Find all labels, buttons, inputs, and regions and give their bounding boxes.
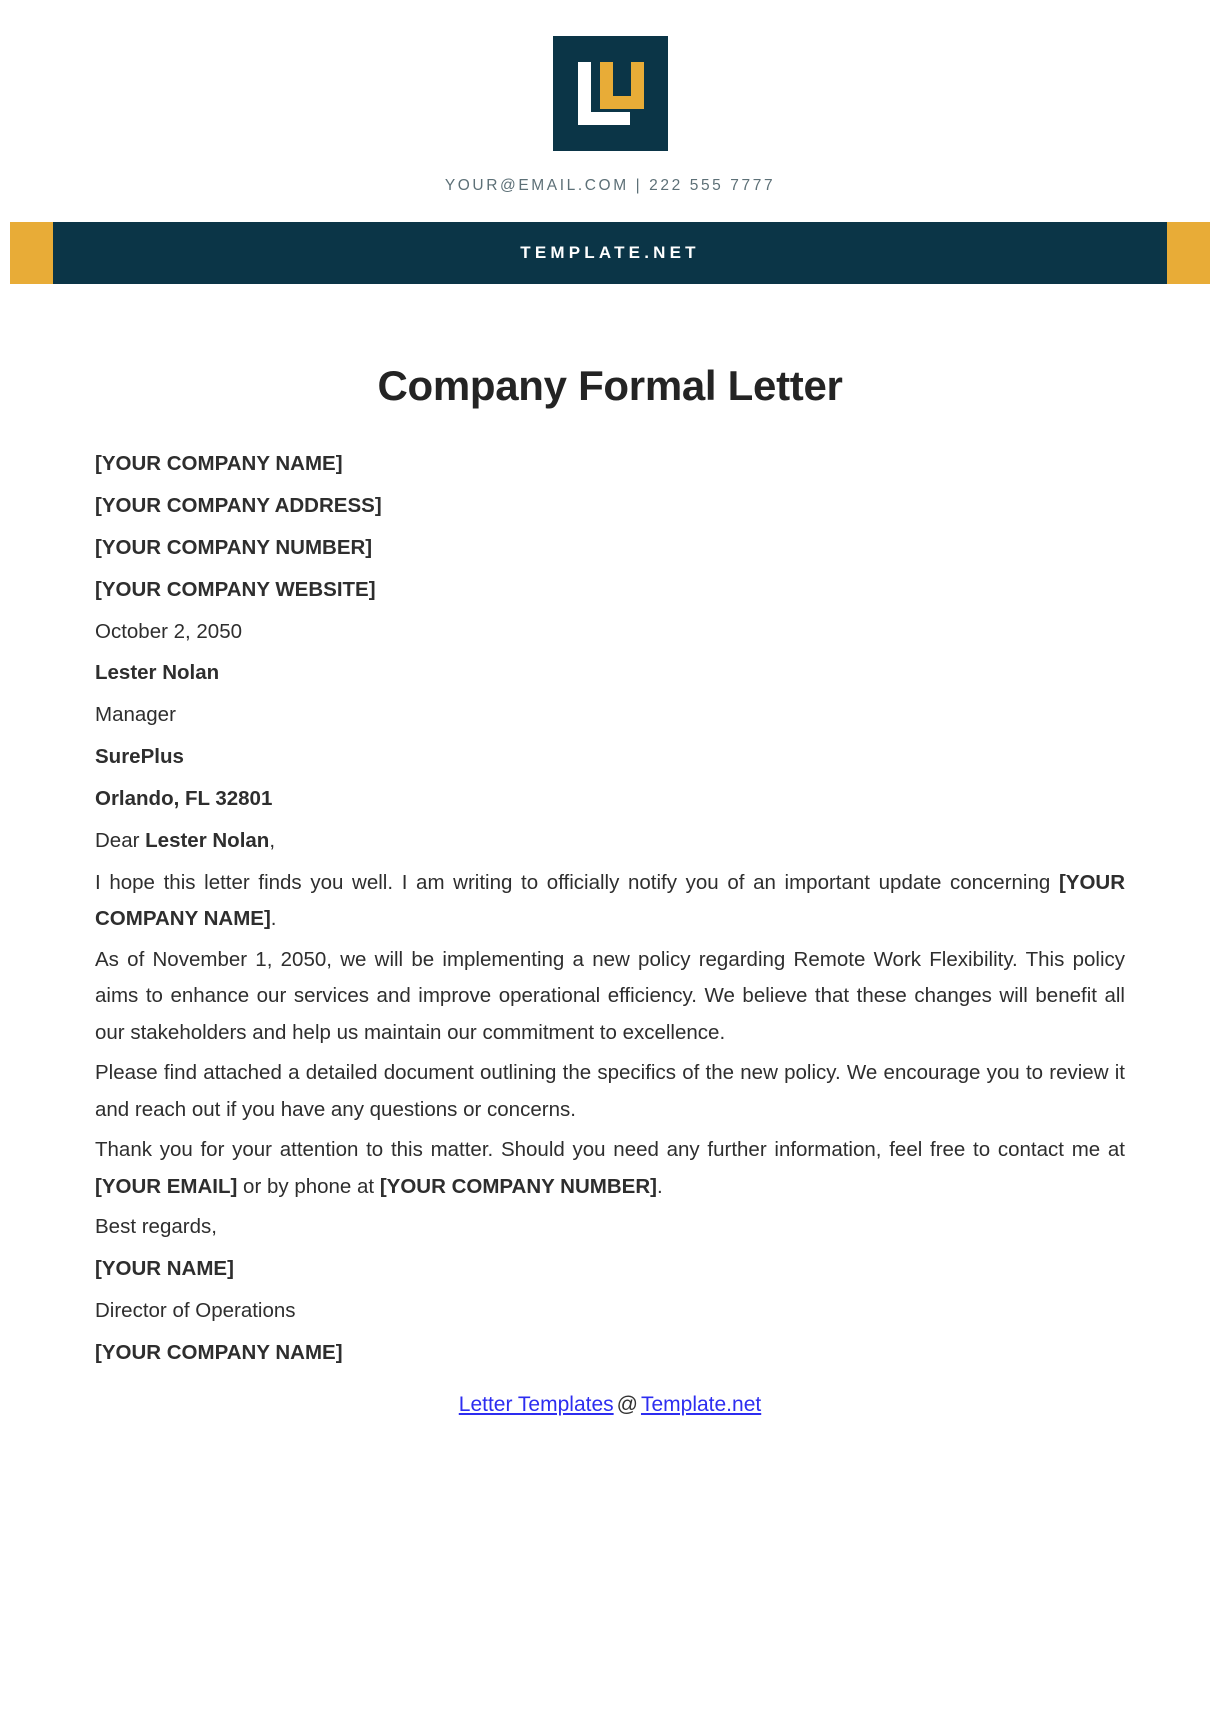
banner-center [53,222,1167,284]
banner-cap-left [10,222,53,284]
salutation [95,823,1125,859]
template-net-link[interactable]: Template.net [640,1392,762,1416]
salutation-suffix: , [269,828,276,852]
letterhead [0,0,1220,195]
paragraph-1-text-after: . [270,907,277,931]
body-paragraph-1 [95,865,1125,938]
paragraph-4-text-before: Thank you for your attention to this matter. Should you need any further information, feel free to contact me at [95,1138,1125,1162]
body-paragraph-3: Please find attached a detailed document outlining the specifics of the new policy. We encourage you to review it and reach out if you have any questions or concerns. [95,1061,1125,1121]
letter-templates-link[interactable]: Letter Templates [458,1392,614,1416]
paragraph-4-text-middle: or by phone at [237,1174,380,1198]
logo-u-shape [600,62,644,109]
salutation-name: Lester Nolan [145,828,270,852]
brand-banner [10,222,1210,284]
signature-company: [YOUR COMPANY NAME] [95,1340,343,1364]
recipient-name: Lester Nolan [95,661,220,685]
body-paragraph-4 [95,1132,1125,1205]
letter-date: October 2, 2050 [95,619,243,643]
recipient-city-state-zip: Orlando, FL 32801 [95,787,273,810]
banner-brand-text: TEMPLATE.NET [520,243,700,262]
paragraph-4-text-after: . [656,1174,663,1198]
page-title: Company Formal Letter [377,362,843,409]
letter-content [0,362,1220,1417]
sender-company-address: [YOUR COMPANY ADDRESS] [95,493,382,517]
recipient-company: SurePlus [95,745,184,769]
company-monogram-lu-icon [553,36,668,151]
body-paragraph-2: As of November 1, 2050, we will be implementing a new policy regarding Remote Work Flexibility. This policy aims to enhance our services and improve operational efficiency. We believe that these changes will benefit all our stakeholders and help us maintain our commitment to excellence. [95,947,1125,1044]
sender-company-website: [YOUR COMPANY WEBSITE] [95,577,376,601]
paragraph-1-bold-company: [YOUR COMPANY NAME] [95,870,1125,931]
footer-links [95,1393,1125,1417]
paragraph-1-text-before: I hope this letter finds you well. I am writing to officially notify you of an important update concerning [95,870,1059,894]
sender-company-name: [YOUR COMPANY NAME] [95,452,343,475]
paragraph-4-bold-number: [YOUR COMPANY NUMBER] [379,1174,657,1198]
sender-company-number: [YOUR COMPANY NUMBER] [95,535,373,559]
logo-container [0,36,1220,151]
contact-line: YOUR@EMAIL.COM | 222 555 7777 [444,177,776,194]
signature-name: [YOUR NAME] [95,1256,234,1280]
recipient-job-title: Manager [95,703,176,727]
paragraph-4-bold-email: [YOUR EMAIL] [95,1174,238,1198]
letter-text-block [95,446,1125,1371]
salutation-prefix: Dear [95,828,146,852]
banner-cap-right [1167,222,1210,284]
closing-phrase: Best regards, [95,1215,217,1239]
signature-title: Director of Operations [95,1298,296,1322]
at-separator: @ [616,1392,638,1416]
